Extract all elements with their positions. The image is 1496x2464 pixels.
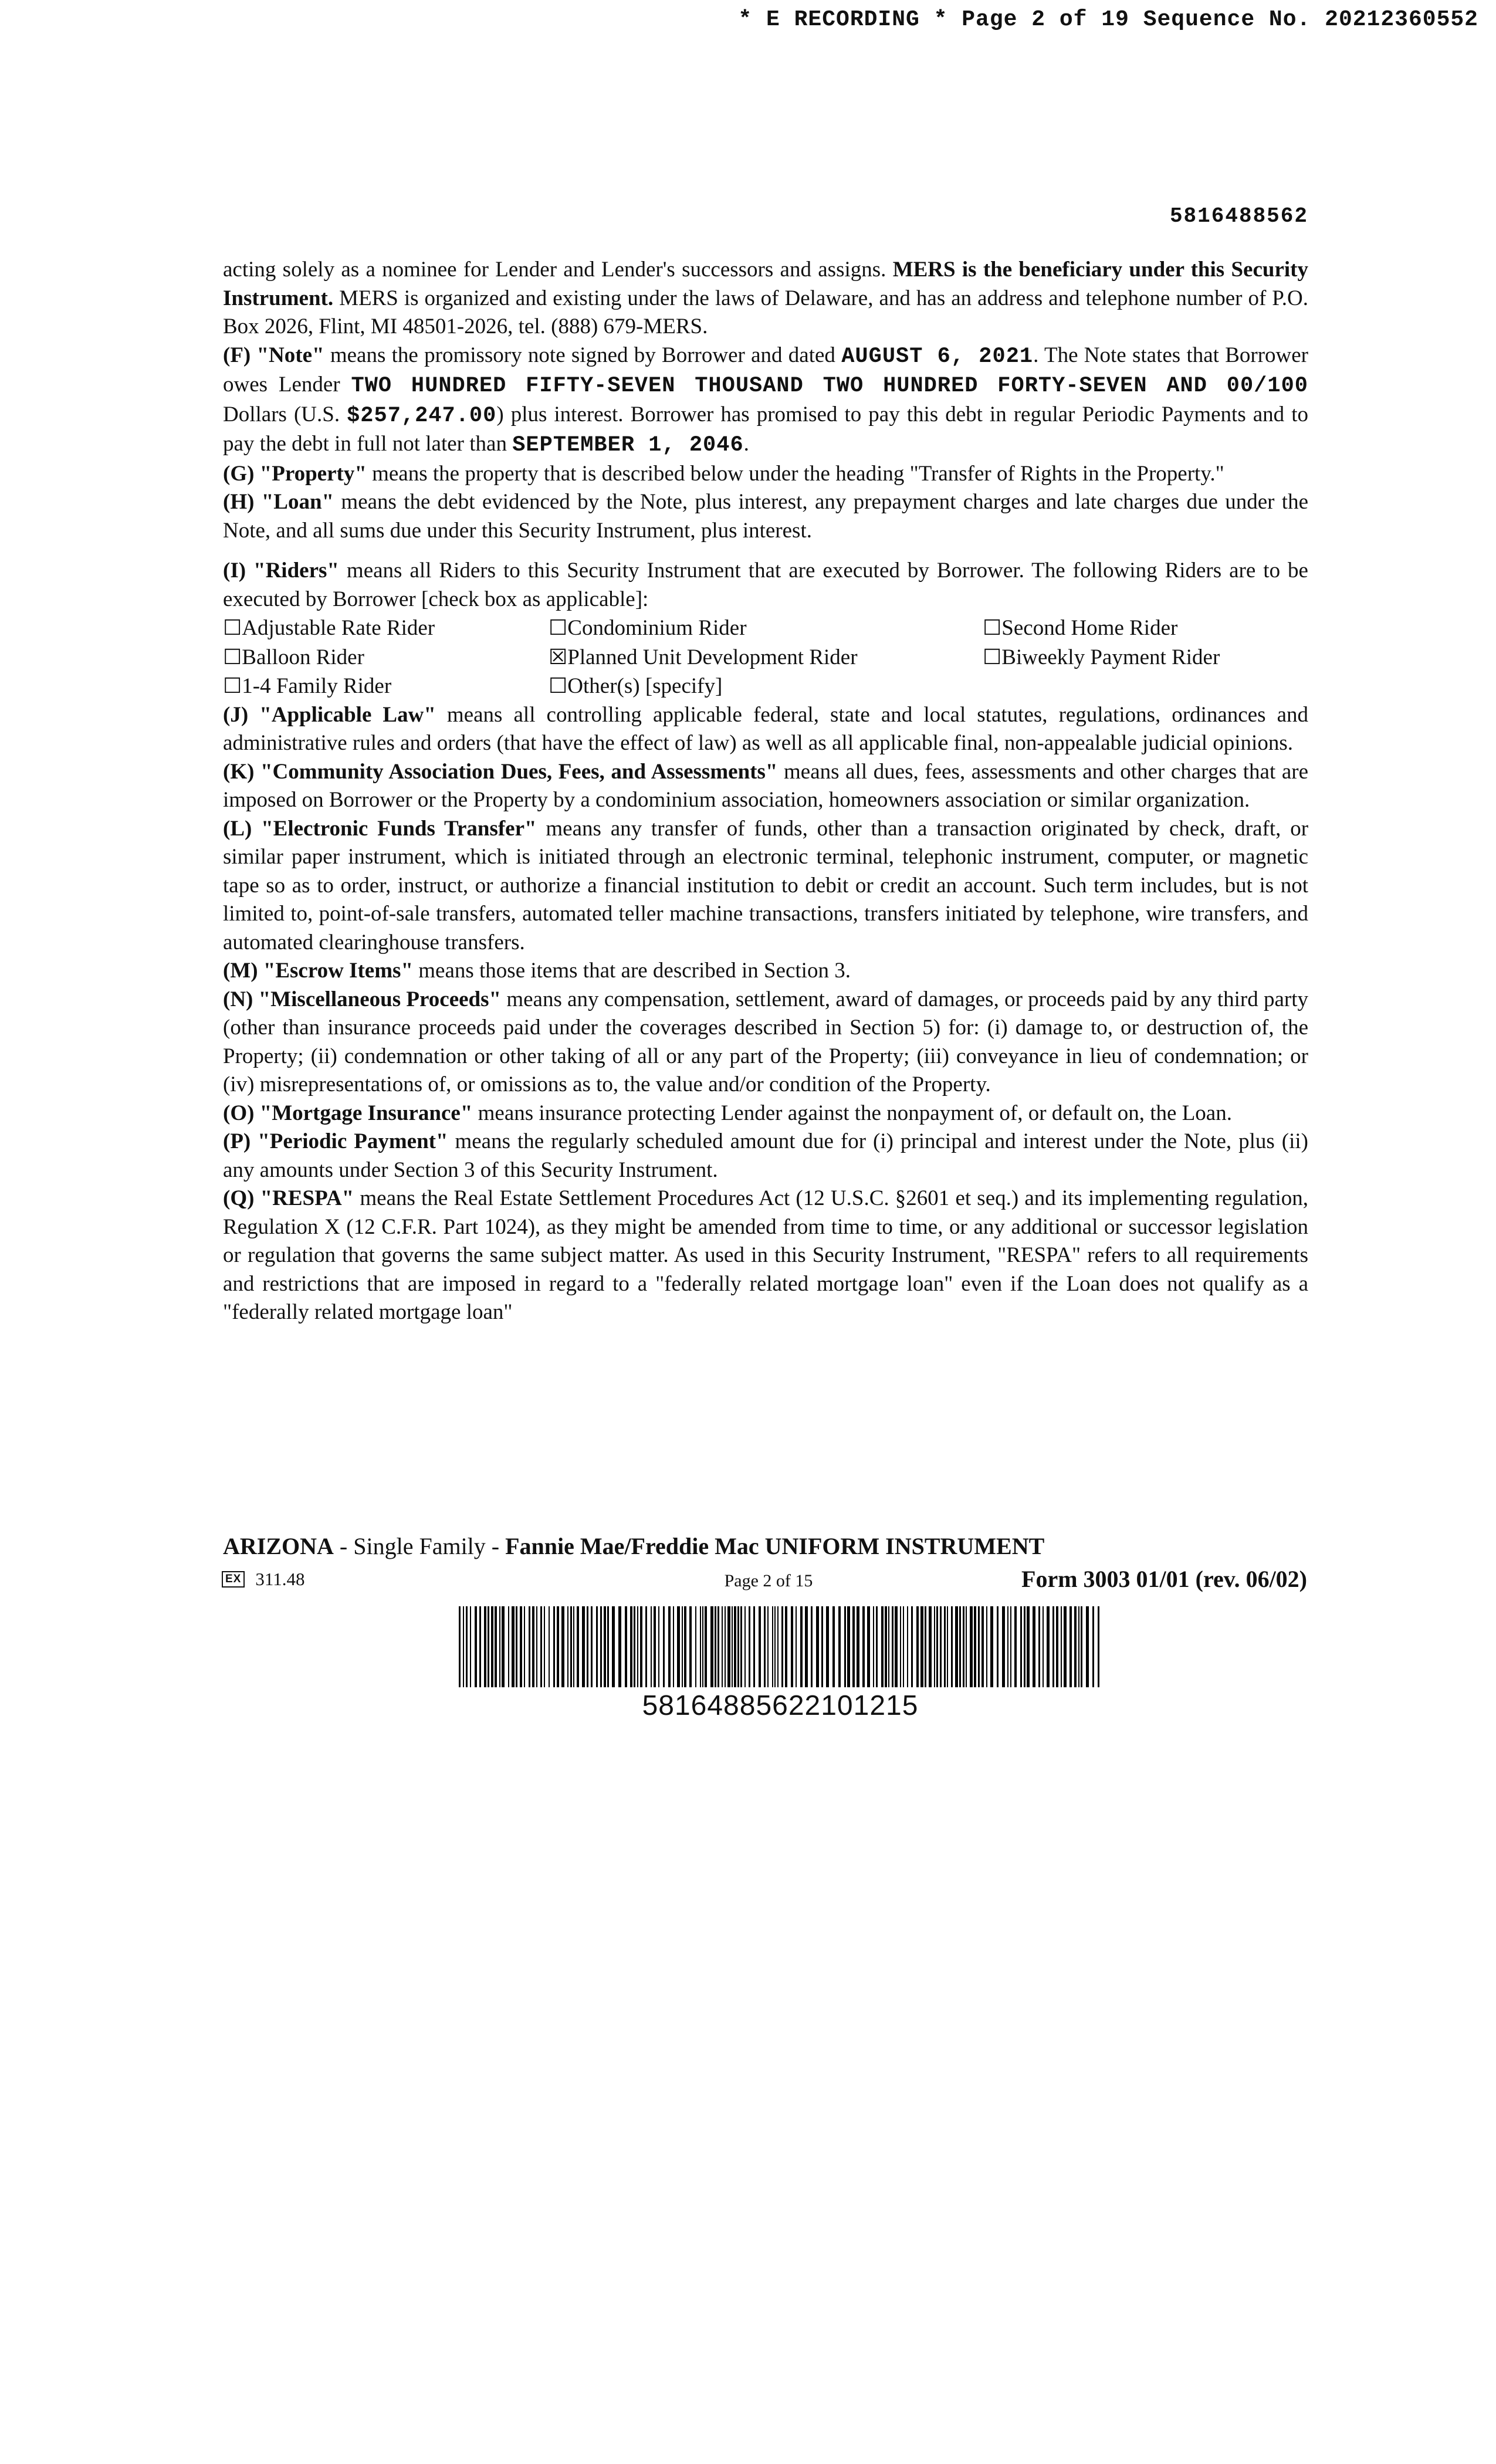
barcode-bar (966, 1606, 967, 1687)
spacer (223, 545, 1308, 557)
barcode-bar (781, 1606, 783, 1687)
barcode-bar (767, 1606, 769, 1687)
barcode-bar (673, 1606, 674, 1687)
checkbox-icon[interactable]: ☐ (983, 645, 1002, 669)
rider-label: Other(s) [specify] (567, 674, 723, 698)
barcode-bar (651, 1606, 652, 1687)
barcode-bar (888, 1606, 889, 1687)
amount-words: TWO HUNDRED FIFTY-SEVEN THOUSAND TWO HUNDRED FORTY-SEVEN AND 00/100 (351, 374, 1308, 398)
barcode-bar (618, 1606, 621, 1687)
barcode-bar (1052, 1606, 1054, 1687)
barcode-number: 58164885622101215 (642, 1690, 919, 1721)
barcode-bar (1061, 1606, 1062, 1687)
barcode-bar (1027, 1606, 1030, 1687)
barcode-bar (732, 1606, 733, 1687)
barcode-bar (705, 1606, 707, 1687)
barcode-bar (668, 1606, 671, 1687)
barcode-bar (1007, 1606, 1008, 1687)
term: (K) "Community Association Dues, Fees, and Assessments" (223, 759, 778, 784)
text: means the regularly scheduled amount due for (i) principal and interest under the Note, plus (ii) any amounts under Section 3 of this Security Instrument. (223, 1129, 1308, 1182)
respa-definition (223, 1184, 1308, 1327)
barcode-bar (907, 1606, 908, 1687)
barcode-bar (764, 1606, 766, 1687)
barcode-bar (459, 1606, 461, 1687)
barcode-bar (700, 1606, 701, 1687)
barcode-bar (466, 1606, 468, 1687)
riders-checklist (223, 614, 1308, 701)
barcode-bar (524, 1606, 525, 1687)
term: (G) "Property" (223, 461, 367, 486)
barcode-bar (838, 1606, 841, 1687)
periodic-payment-definition (223, 1128, 1308, 1184)
barcode-bar (981, 1606, 984, 1687)
barcode-bar (604, 1606, 606, 1687)
barcode-bar (772, 1606, 773, 1687)
barcode-bar (682, 1606, 683, 1687)
barcode-bar (791, 1606, 793, 1687)
document-body (223, 256, 1308, 1327)
mortgage-insurance-definition (223, 1099, 1308, 1128)
rider-label: Balloon Rider (242, 645, 364, 669)
barcode-bar (722, 1606, 723, 1687)
barcode-bar (634, 1606, 635, 1687)
barcode-bar (508, 1606, 509, 1687)
barcode-bar (544, 1606, 545, 1687)
barcode-bar (920, 1606, 923, 1687)
barcode-bar (947, 1606, 948, 1687)
barcode-bar (630, 1606, 632, 1687)
footer-state: ARIZONA (223, 1533, 334, 1559)
barcode-bar (577, 1606, 579, 1687)
term: (M) "Escrow Items" (223, 959, 413, 983)
barcode-bar (986, 1606, 987, 1687)
rider-balloon (223, 643, 549, 672)
barcode-bar (857, 1606, 859, 1687)
barcode-bar (512, 1606, 515, 1687)
text: means the property that is described below under the heading "Transfer of Rights in the Property." (366, 461, 1224, 486)
barcode-bar (484, 1606, 486, 1687)
checkbox-icon[interactable]: ☐ (223, 616, 242, 639)
text: means any compensation, settlement, award of damages, or proceeds paid by any third party (other than insurance proceeds paid under the coverages described in Section 5) for: (i) damage to, or destruction of, the Property; (ii) condemnation or other taking of all or any part of the Property; (iii) conveyance in lieu of condemnation; or (iv) misrepresentations of, or omissions as to, the value and/or condition of the Property. (223, 987, 1308, 1096)
text: means all controlling applicable federal, state and local statutes, regulations, ordinances and administrative rules and orders (that have the effect of law) as well as all applicable final, non-appealable judicial opinions. (223, 702, 1309, 755)
rider-label: Planned Unit Development Rider (567, 645, 858, 669)
term: (P) "Periodic Payment" (223, 1129, 448, 1153)
barcode-bar (570, 1606, 572, 1687)
barcode-bar (1002, 1606, 1005, 1687)
barcode-bar (1020, 1606, 1022, 1687)
rider-label: Adjustable Rate Rider (242, 616, 435, 640)
barcode-bar (689, 1606, 692, 1687)
riders-definition (223, 557, 1308, 614)
barcode-bar (717, 1606, 719, 1687)
rider-label: Biweekly Payment Rider (1001, 645, 1220, 669)
barcode-bar (740, 1606, 742, 1687)
rider-planned-unit-development (549, 643, 983, 672)
barcode-bar (892, 1606, 893, 1687)
barcode-bar (1092, 1606, 1094, 1687)
misc-proceeds-definition (223, 986, 1308, 1099)
barcode-bar (978, 1606, 980, 1687)
barcode-bar (1024, 1606, 1025, 1687)
barcode-bar (881, 1606, 884, 1687)
barcode-bar (862, 1606, 865, 1687)
rider-1-4-family (223, 672, 549, 701)
barcode-bar (900, 1606, 901, 1687)
barcode-bar (774, 1606, 776, 1687)
barcode-bar (654, 1606, 656, 1687)
text: means the debt evidenced by the Note, plus interest, any prepayment charges and late charges due under the Note, and all sums due under this Security Instrument, plus interest. (223, 490, 1308, 543)
barcode-bar (852, 1606, 855, 1687)
barcode-bar (702, 1606, 703, 1687)
checkbox-icon[interactable]: ☐ (223, 674, 242, 698)
barcode-bar (826, 1606, 829, 1687)
barcode-bar (637, 1606, 638, 1687)
barcode-bar (470, 1606, 471, 1687)
footer-text: - Single Family - (333, 1533, 506, 1559)
text: means any transfer of funds, other than a transaction originated by check, draft, or similar paper instrument, which is initiated through an electronic terminal, telephonic instrument, computer, or magnetic tape so as to order, instruct, or authorize a financial institution to debit or credit an account. Such term includes, but is not limited to, point-of-sale transfers, automated teller machine transactions, transfers initiated by telephone, wire transfers, and automated clearinghouse transfers. (223, 816, 1309, 955)
barcode-bar (1074, 1606, 1077, 1687)
term: (N) "Miscellaneous Proceeds" (223, 987, 502, 1011)
barcode-bar (536, 1606, 537, 1687)
barcode-bar (911, 1606, 913, 1687)
barcode-bar (951, 1606, 953, 1687)
barcode-bar (715, 1606, 716, 1687)
text: MERS is organized and existing under the laws of Delaware, and has an address and telephone number of P.O. Box 2026, Flint, MI 48501-2026, tel. (888) 679-MERS. (223, 286, 1308, 339)
barcode-bar (645, 1606, 647, 1687)
loan-number: 5816488562 (1169, 204, 1308, 228)
text: means the promissory note signed by Borrower and dated (324, 343, 842, 367)
checkbox-icon[interactable]: ☐ (549, 616, 568, 639)
term: (I) "Riders" (223, 559, 339, 583)
rider-label: Second Home Rider (1001, 616, 1178, 640)
barcode-bar (557, 1606, 559, 1687)
barcode-bar (847, 1606, 850, 1687)
barcode-bar (495, 1606, 497, 1687)
form-code-number: 311.48 (255, 1569, 305, 1589)
barcode-bar (463, 1606, 464, 1687)
page-count: Page 2 of 15 (724, 1571, 813, 1590)
rider-other (549, 672, 983, 701)
rider-second-home (983, 614, 1308, 643)
maturity-date: SEPTEMBER 1, 2046 (512, 433, 744, 458)
form-number: Form 3003 01/01 (rev. 06/02) (1021, 1566, 1307, 1592)
mers-paragraph (223, 256, 1308, 341)
barcode-bar (540, 1606, 542, 1687)
barcode-bar (658, 1606, 659, 1687)
barcode-bar (710, 1606, 713, 1687)
term: (O) "Mortgage Insurance" (223, 1101, 473, 1125)
barcode-bar (876, 1606, 878, 1687)
footer-instrument: Fannie Mae/Freddie Mac UNIFORM INSTRUMENT (505, 1533, 1045, 1559)
barcode-bar (753, 1606, 755, 1687)
text: . The Note states that Borrower owes Lender (223, 343, 1308, 397)
barcode-bar (785, 1606, 787, 1687)
note-definition (223, 341, 1308, 460)
barcode-bar (1014, 1606, 1017, 1687)
barcode-bar (1086, 1606, 1089, 1687)
rider-biweekly-payment (983, 643, 1308, 672)
barcode-bar (944, 1606, 946, 1687)
barcode-bar (959, 1606, 961, 1687)
barcode-bar (475, 1606, 477, 1687)
barcode-bar (725, 1606, 726, 1687)
barcode-bar (744, 1606, 746, 1687)
ex-logo-icon: EX (222, 1571, 245, 1588)
barcode-bar (929, 1606, 932, 1687)
barcode-bar (885, 1606, 887, 1687)
term: (F) "Note" (223, 343, 324, 367)
barcode-bar (805, 1606, 808, 1687)
text: means all dues, fees, assessments and other charges that are imposed on Borrower or the Property by a condominium association, homeowners association or similar organization. (223, 759, 1308, 812)
barcode-bar (821, 1606, 823, 1687)
barcode-bar (573, 1606, 574, 1687)
barcode-bar (934, 1606, 935, 1687)
barcode-bar (553, 1606, 555, 1687)
checkbox-icon[interactable]: ☐ (223, 645, 242, 669)
barcode-bar (990, 1606, 993, 1687)
emphasis: MERS is the beneficiary under this Security Instrument. (223, 258, 1308, 310)
barcode-bar (640, 1606, 642, 1687)
barcode-bar (963, 1606, 964, 1687)
barcode (459, 1606, 1102, 1687)
checkbox-icon[interactable]: ☐ (983, 616, 1002, 639)
barcode-bar (873, 1606, 874, 1687)
barcode-bar (796, 1606, 797, 1687)
barcode-bar (677, 1606, 680, 1687)
barcode-bar (1047, 1606, 1050, 1687)
barcode-bar (582, 1606, 585, 1687)
text: means the Real Estate Settlement Procedures Act (12 U.S.C. §2601 et seq.) and its implementing regulation, Regulation X (12 C.F.R. Part 1024), as they might be amended from time to time, or any additional or successor legislation or regulation that governs the same subject matter. As used in this Security Instrument, "RESPA" refers to all requirements and restrictions that are imposed in regard to a "federally related mortgage loan" even if the Loan does not qualify as a "federally related mortgage loan" (223, 1186, 1308, 1324)
barcode-bar (832, 1606, 835, 1687)
barcode-bar (955, 1606, 958, 1687)
barcode-bar (600, 1606, 602, 1687)
barcode-bar (695, 1606, 696, 1687)
text: ) plus interest. Borrower has promised to pay this debt in regular Periodic Payments and to pay the debt in full not later than (223, 402, 1308, 456)
barcode-bar (974, 1606, 976, 1687)
barcode-bar (479, 1606, 481, 1687)
term: (H) "Loan" (223, 490, 334, 514)
barcode-bar (844, 1606, 846, 1687)
form-code (222, 1569, 304, 1590)
barcode-bar (532, 1606, 534, 1687)
barcode-bar (1064, 1606, 1067, 1687)
text: . (743, 432, 749, 456)
barcode-bar (488, 1606, 489, 1687)
barcode-bar (811, 1606, 813, 1687)
footer-title (223, 1532, 1044, 1560)
barcode-bar (936, 1606, 938, 1687)
escrow-definition (223, 957, 1308, 986)
checked-checkbox-icon[interactable]: ☒ (549, 645, 568, 669)
barcode-bar (737, 1606, 739, 1687)
barcode-bar (625, 1606, 627, 1687)
text: acting solely as a nominee for Lender and Lender's successors and assigns. (223, 258, 893, 282)
barcode-bar (520, 1606, 522, 1687)
text: means all Riders to this Security Instrument that are executed by Borrower. The following Riders are to be executed by Borrower [check box as applicable]: (223, 559, 1308, 611)
barcode-bar (529, 1606, 530, 1687)
barcode-bar (561, 1606, 564, 1687)
barcode-bar (516, 1606, 517, 1687)
amount: $257,247.00 (347, 403, 497, 428)
barcode-bar (1081, 1606, 1082, 1687)
barcode-bar (1098, 1606, 1099, 1687)
barcode-bar (997, 1606, 999, 1687)
barcode-bar (502, 1606, 505, 1687)
barcode-bar (1038, 1606, 1040, 1687)
barcode-bar (734, 1606, 736, 1687)
term: (Q) "RESPA" (223, 1186, 354, 1210)
barcode-bar (895, 1606, 898, 1687)
barcode-bar (970, 1606, 973, 1687)
note-date: AUGUST 6, 2021 (841, 344, 1034, 369)
barcode-bar (587, 1606, 588, 1687)
barcode-bar (596, 1606, 598, 1687)
barcode-bar (1078, 1606, 1079, 1687)
text: means those items that are described in Section 3. (413, 959, 851, 983)
barcode-bar (1056, 1606, 1058, 1687)
barcode-bar (491, 1606, 493, 1687)
barcode-bar (684, 1606, 686, 1687)
barcode-bar (903, 1606, 904, 1687)
rider-label: Condominium Rider (567, 616, 747, 640)
barcode-bar (549, 1606, 550, 1687)
barcode-bar (727, 1606, 730, 1687)
barcode-bar (607, 1606, 609, 1687)
barcode-bar (1069, 1606, 1072, 1687)
community-dues-definition (223, 758, 1308, 815)
recording-header: * E RECORDING * Page 2 of 19 Sequence No. 20212360552 (738, 7, 1478, 32)
barcode-bar (1010, 1606, 1011, 1687)
barcode-bar (816, 1606, 819, 1687)
barcode-bar (567, 1606, 568, 1687)
barcode-bar (867, 1606, 870, 1687)
rider-condominium (549, 614, 983, 643)
term: (J) "Applicable Law" (223, 702, 436, 727)
barcode-bar (925, 1606, 926, 1687)
barcode-bar (663, 1606, 665, 1687)
text: Dollars (U.S. (223, 402, 347, 427)
eft-definition (223, 815, 1308, 957)
barcode-bar (591, 1606, 593, 1687)
rider-adjustable-rate (223, 614, 549, 643)
barcode-bar (777, 1606, 779, 1687)
checkbox-icon[interactable]: ☐ (549, 674, 568, 698)
barcode-bar (1043, 1606, 1044, 1687)
barcode-bar (1033, 1606, 1035, 1687)
barcode-bar (612, 1606, 615, 1687)
applicable-law-definition (223, 701, 1308, 758)
barcode-bar (940, 1606, 942, 1687)
loan-definition (223, 488, 1308, 545)
term: (L) "Electronic Funds Transfer" (223, 816, 537, 841)
text: means insurance protecting Lender against the nonpayment of, or default on, the Loan. (472, 1101, 1232, 1125)
property-definition (223, 460, 1308, 489)
barcode-bar (800, 1606, 803, 1687)
barcode-bar (749, 1606, 750, 1687)
barcode-bar (759, 1606, 761, 1687)
barcode-bar (499, 1606, 500, 1687)
barcode-bar (916, 1606, 919, 1687)
rider-label: 1-4 Family Rider (242, 674, 392, 698)
